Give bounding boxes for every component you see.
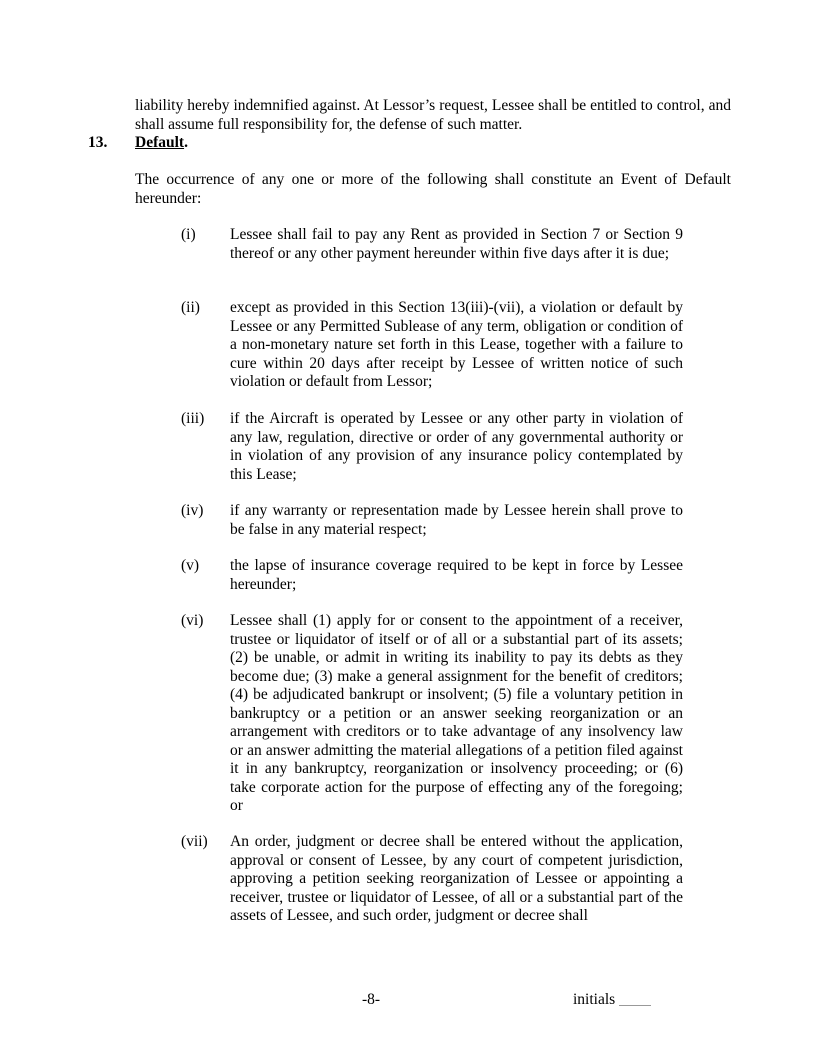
list-item-text: An order, judgment or decree shall be entered without the application, approval or consent of Lessee, by any court of competent jurisdiction, approving a petition seeking reorganization of Lessee or appointing a receiver, trustee or liquidator of Lessee, of all or a substantial part of the assets of Lessee, and such order, judgment or decree shall (230, 833, 683, 924)
list-item-label: (vii) (181, 833, 208, 850)
initials-block (573, 991, 651, 1009)
list-item-text: if the Aircraft is operated by Lessee or any other party in violation of any law, regulation, directive or order of any governmental authority or in violation of any provision of any insurance policy contemplated by this Lease; (230, 410, 683, 483)
initials-blank-line[interactable] (619, 993, 651, 1006)
list-item-text: Lessee shall fail to pay any Rent as provided in Section 7 or Section 9 thereof or any other payment hereunder within five days after it is due; (230, 226, 683, 262)
section-title-text: Default (135, 134, 185, 151)
list-item-label: (ii) (181, 299, 200, 316)
list-item-label: (vi) (181, 612, 204, 629)
continuation-paragraph: liability hereby indemnified against. At Lessor’s request, Lessee shall be entitled to control, and shall assume full responsibility for, the defense of such matter. (135, 97, 731, 133)
list-item-label: (iii) (181, 410, 205, 427)
section-number: 13. (88, 134, 108, 151)
page-number: -8- (362, 991, 381, 1008)
list-item-label: (iv) (181, 502, 204, 519)
initials-label: initials (573, 991, 616, 1008)
list-item-text: Lessee shall (1) apply for or consent to the appointment of a receiver, trustee or liquidator of itself or of all or a substantial part of its assets; (2) be unable, or admit in writing its inability to pay its debts as they become due; (3) make a general assignment for the benefit of creditors; (4) be adjudicated bankrupt or insolvent; (5) file a voluntary petition in bankruptcy or a petition or an answer seeking reorganization or an arrangement with creditors or to take advantage of any insolvency law or an answer admitting the material allegations of a petition filed against it in any bankruptcy, reorganization or insolvency proceeding; or (6) take corporate action for the purpose of effecting any of the foregoing; or (230, 612, 683, 814)
list-item-label: (i) (181, 226, 196, 243)
intro-paragraph: The occurrence of any one or more of the following shall constitute an Event of Default hereunder: (135, 171, 731, 207)
list-item-text: the lapse of insurance coverage required to be kept in force by Lessee hereunder; (230, 557, 683, 593)
list-item-label: (v) (181, 557, 200, 574)
list-item-text: except as provided in this Section 13(iii)-(vii), a violation or default by Lessee or any Permitted Sublease of any term, obligation or condition of a non-monetary nature set forth in this Lease, together with a failure to cure within 20 days after receipt by Lessee of written notice of such violation or default from Lessor; (230, 299, 683, 390)
section-title-suffix: . (184, 134, 188, 151)
list-item-text: if any warranty or representation made by Lessee herein shall prove to be false in any material respect; (230, 502, 683, 538)
section-title (135, 134, 188, 153)
